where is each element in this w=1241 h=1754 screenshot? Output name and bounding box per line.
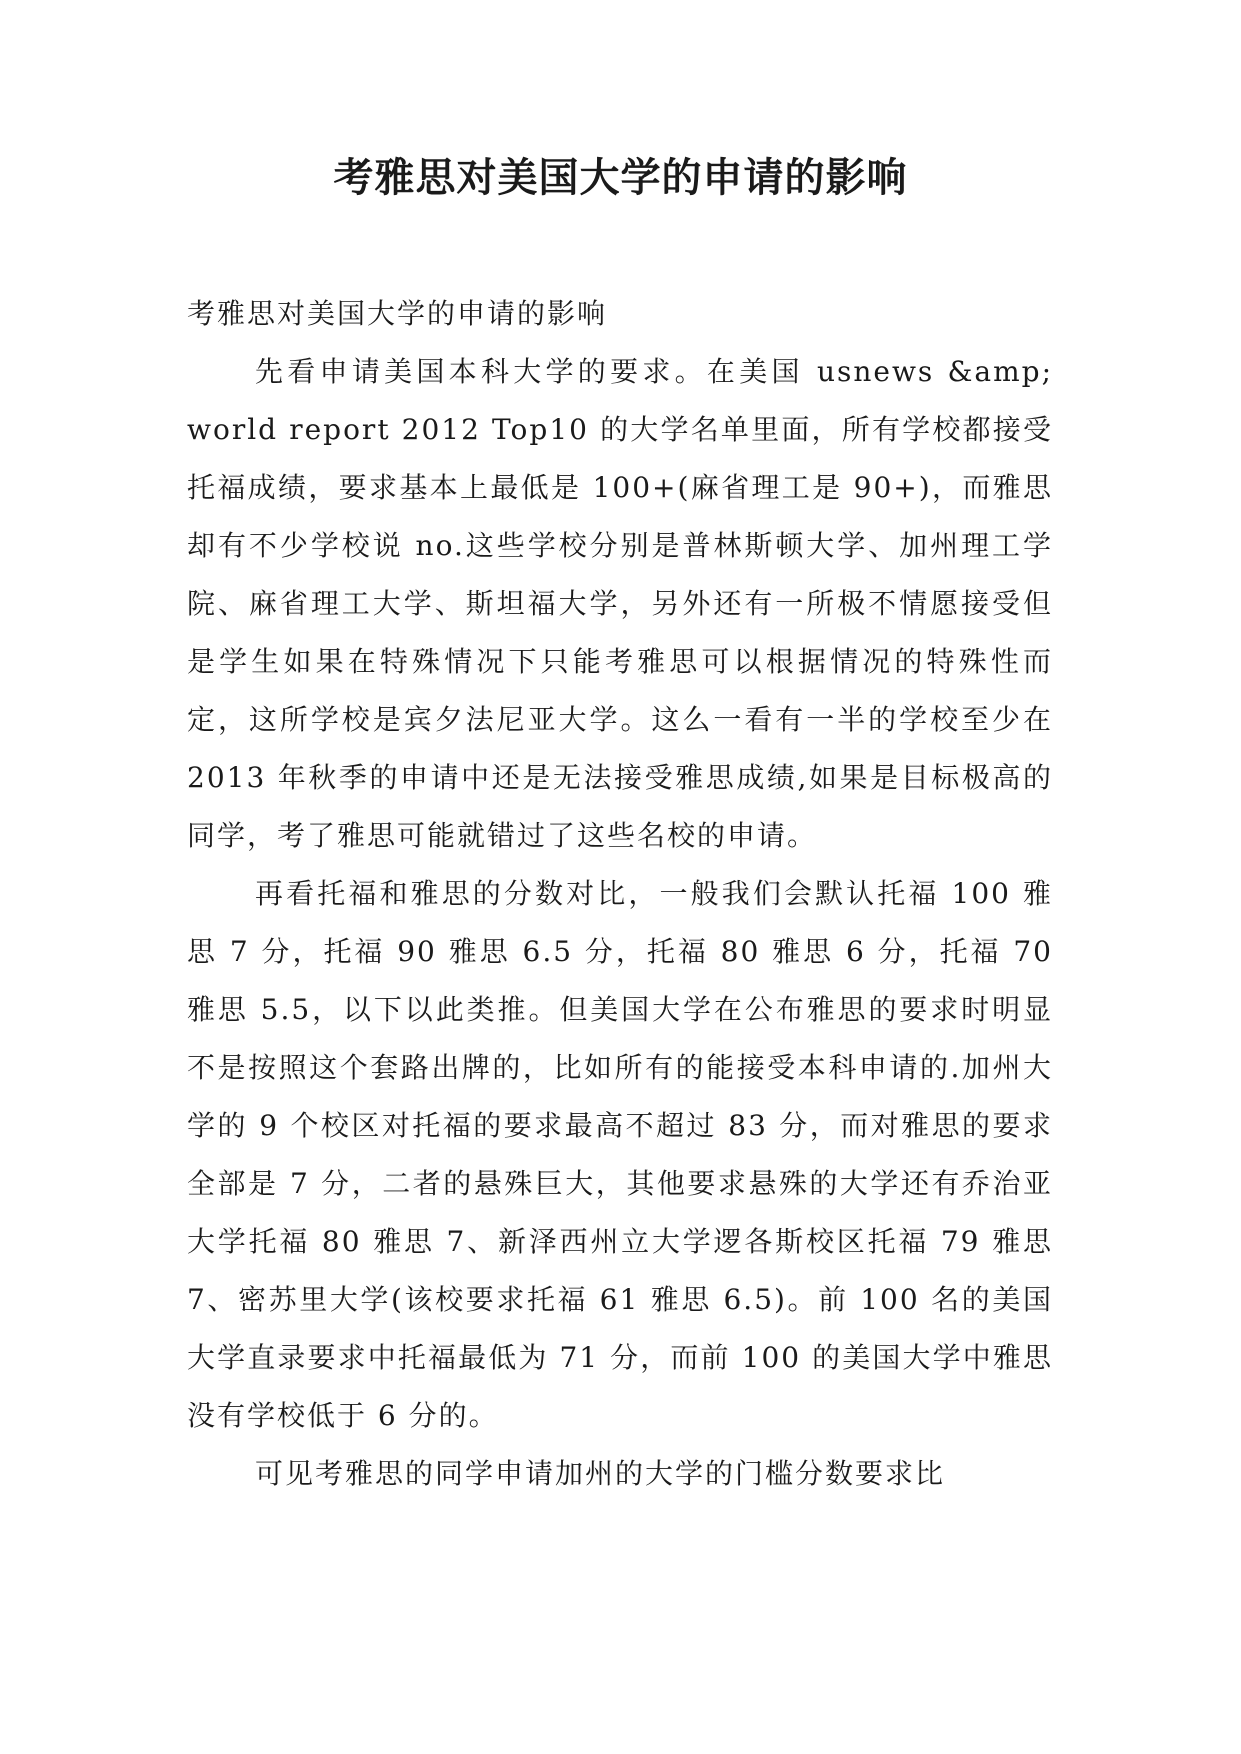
paragraph-2: 再看托福和雅思的分数对比，一般我们会默认托福 100 雅思 7 分，托福 90 雅思 6.5 分，托福 80 雅思 6 分，托福 70 雅思 5.5，以下以此类推。但美国大学在公布雅思的要求时明显不是按照这个套路出牌的，比如所有的能接受本科申请的.加州大学的 9 个校区对托福的要求最高不超过 83 分，而对雅思的要求全部是 7 分，二者的悬殊巨大，其他要求悬殊的大学还有乔治亚大学托福 80 雅思 7、新泽西州立大学逻各斯校区托福 79 雅思 7、密苏里大学(该校要求托福 61 雅思 6.5)。前 100 名的美国大学直录要求中托福最低为 71 分，而前 100 的美国大学中雅思没有学校低于 6 分的。: [187, 877, 1053, 1432]
paragraph-3: 可见考雅思的同学申请加州的大学的门槛分数要求比: [255, 1457, 946, 1490]
document-title: 考雅思对美国大学的申请的影响: [333, 154, 908, 201]
document-subtitle: 考雅思对美国大学的申请的影响: [187, 297, 608, 330]
paragraph-1: 先看申请美国本科大学的要求。在美国 usnews &amp; world report 2012 Top10 的大学名单里面，所有学校都接受托福成绩，要求基本上最低是 100+(麻省理工是 90+)，而雅思却有不少学校说 no.这些学校分别是普林斯顿大学、加州理工学院、麻省理工大学、斯坦福大学，另外还有一所极不情愿接受但是学生如果在特殊情况下只能考雅思可以根据情况的特殊性而定，这所学校是宾夕法尼亚大学。这么一看有一半的学校至少在 2013 年秋季的申请中还是无法接受雅思成绩,如果是目标极高的同学，考了雅思可能就错过了这些名校的申请。: [187, 355, 1053, 852]
document-body: [187, 285, 1053, 1503]
